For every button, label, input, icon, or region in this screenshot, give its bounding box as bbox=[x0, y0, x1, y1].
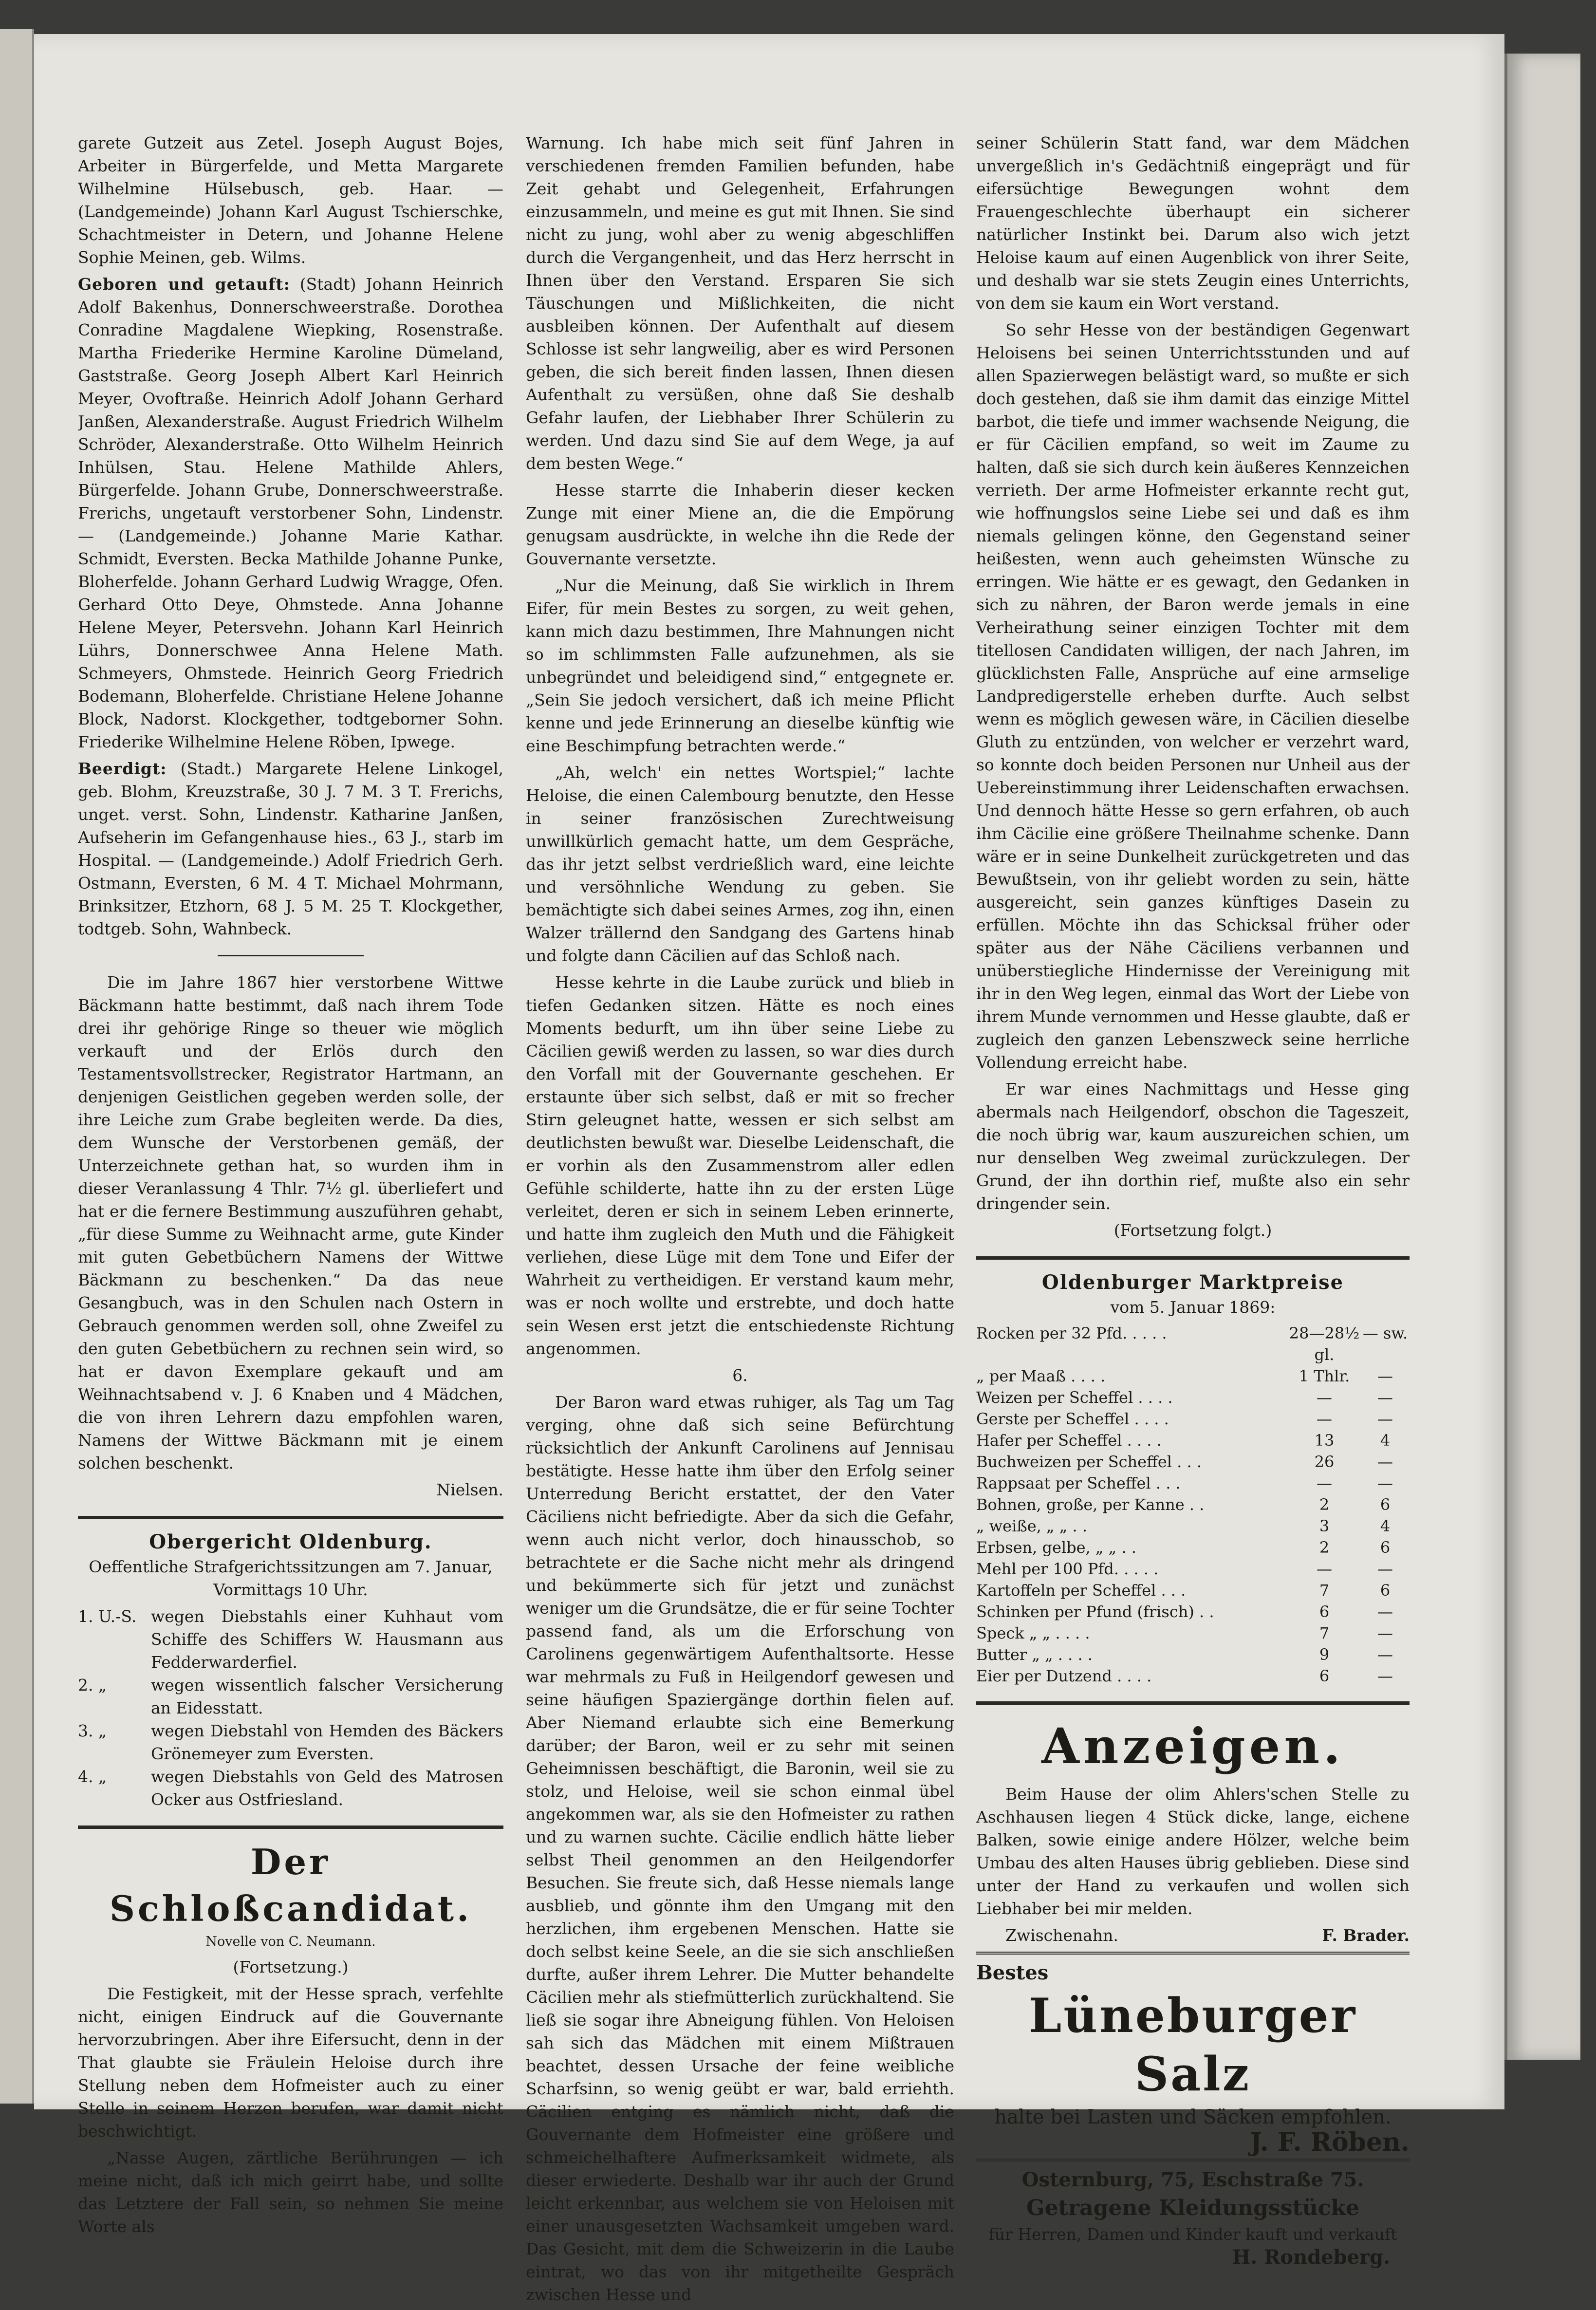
price-item: „ per Maaß . . . . bbox=[976, 1367, 1106, 1385]
advertisements-title: Anzeigen. bbox=[1041, 1717, 1344, 1775]
court-case bbox=[78, 1719, 503, 1765]
novel-paragraph: So sehr Hesse von der beständigen Gegenwart Heloisens bei seinen Unterrichtsstunden und auf allen Spazierwegen belästigt ward, so mußte er sich doch gestehen, daß sie ihm damit das einzige Mittel barbot, die tiefe und immer wachsende Neigung, die er für Cäcilien empfand, so weit im Zaume zu halten, daß sie sich durch kein äußeres Kennzeichen verrieth. Der arme Hofmeister erkannte recht gut, wie hoffnungslos seine Liebe sei und daß es ihm niemals gelingen könne, den Gegenstand seiner heißesten, wenn auch geheimsten Wünsche zu erringen. Wie hätte er es gewagt, den Gedanken in sich zu nähren, der Baron werde jemals in eine Verheirathung seiner einzigen Tochter mit dem titellosen Candidaten willigen, der nach Jahren, im glücklichsten Falle, Ansprüche auf eine armselige Landpredigerstelle erheben durfte. Auch selbst wenn es möglich gewesen wäre, in Cäcilien dieselbe Gluth zu entzünden, von welcher er verzehrt ward, so konnte doch beiden Personen nur Unheil aus der Uebereinstimmung ihrer Leidenschaften erwachsen. Und dennoch hätte Hesse so gern erfahren, ob auch ihm Cäcilie eine größere Theilnahme schenke. Dann wäre er in seine Dunkelheit zurückgetreten und das Bewußtsein, von ihr geliebt worden zu sein, hätte ausgereicht, sein ganzes künftiges Dasein zu erfüllen. Möchte ihn das Schicksal früher oder später aus der Nähe Cäciliens verbannen und unüberstiegliche Hindernisse der Vereinigung mit ihr in den Weg legen, einmal das Wort der Liebe von ihrem Munde vernommen und Hesse glaubte, daß er zugleich den ganzen Lebenszweck seine herrliche Vollendung erreicht habe. bbox=[976, 320, 1410, 1072]
ad-salt-headline: Lüneburger Salz bbox=[1028, 1988, 1357, 2102]
ad-salt-prefix: Bestes bbox=[976, 1961, 1049, 1984]
price-item: Butter „ „ . . . . bbox=[976, 1645, 1093, 1664]
price-value: — bbox=[1377, 1602, 1393, 1621]
price-value: 4 bbox=[1380, 1517, 1391, 1535]
novel-paragraph: seiner Schülerin Statt fand, war dem Mädchen unvergeßlich in's Gedächtniß eingeprägt und für eifersüchtige Bewegungen wohnt dem Frauengeschlechte überhaupt ein sicherer natürlicher Instinkt bei. Darum also wich jetzt Heloise kaum auf einen Augenblick von ihrer Seite, und deshalb war sie stets Zeugin eines Unterrichts, von dem sie kaum ein Wort verstand. bbox=[976, 133, 1410, 313]
novel-paragraph: Der Baron ward etwas ruhiger, als Tag um Tag verging, ohne daß sich seine Befürchtung rücksichtlich der Ankunft Carolinens auf Jennisau bestätigte. Hesse hatte ihm über den Erfolg seiner Unterredung Bericht erstattet, der den Vater Cäciliens nicht befriedigte. Aber da sich die Gefahr, wenn auch nicht verlor, doch hinausschob, so betrachtete er die Sache nicht mehr als dringend und bekümmerte sich für jetzt und zunächst weniger um die Grundsätze, die er für seine Tochter passend fand, als um die Erforschung von Carolinens gegenwärtigem Aufenthaltsorte. Hesse war mehrmals zu Fuß in Heilgendorf gewesen und seine häufigen Spaziergänge dorthin fielen auf. Aber Niemand erlaubte sich eine Bemerkung darüber; der Baron, weil er zu sehr mit seinen Geheimnissen beschäftigt, die Baronin, weil sie zu stolz, und Heloise, weil sie schon einmal übel angekommen war, als sie den Hofmeister zu rathen und zu warnen suchte. Cäcilie endlich hätte lieber selbst Theil genommen an den Heilgendorfer Besuchen. Sie freute sich, daß Hesse niemals lange ausblieb, und gönnte ihm den Umgang mit den herzlichen, ihm ergebenen Menschen. Hatte sie doch selbst keine Seele, an die sie sich anschließen durfte, außer ihrem Lehrer. Die Mutter behandelte Cäcilien mehr als stiefmütterlich zurückhaltend. Sie ließ sie sogar ihre Abneigung fühlen. Von Heloisen sah sich das Mädchen mit einem Mißtrauen beachtet, dessen Ursache der feine weibliche Scharfsinn, so wenig geübt er war, bald erriehth. Cäcilien entging es nämlich nicht, daß die Gouvernante dem Hofmeister eine größere und schmeichelhaftere Aufmerksamkeit widmete, als dieser erwiederte. Deshalb war ihr auch der Grund leicht erkennbar, aus welchem sie von Heloisen mit einer unausgesetzten Wachsamkeit umgeben ward. Das Gesicht, mit dem die Schweizerin in die Laube eintrat, wo das von ihr mitgetheilte Gespräch zwischen Hesse und bbox=[526, 1393, 954, 2304]
price-value: — bbox=[1377, 1367, 1393, 1385]
ad-clothing-signature: H. Rondeberg. bbox=[1232, 2246, 1390, 2269]
market-prices-title: Oldenburger Marktpreise bbox=[1041, 1271, 1344, 1294]
price-value: — bbox=[1377, 1388, 1393, 1407]
case-number: 1. U.-S. bbox=[78, 1607, 137, 1626]
court-case bbox=[78, 1605, 503, 1674]
price-row bbox=[976, 1365, 1410, 1387]
price-row bbox=[976, 1601, 1410, 1622]
price-row bbox=[976, 1408, 1410, 1430]
births-text: (Stadt) Johann Heinrich Adolf Bakenhus, Donnerschweerstraße. Dorothea Conradine Magdalene Wiepking, Rosenstraße. Martha Friederike Hermine Karoline Dümeland, Gaststraße. Georg Joseph Albert Karl Heinrich Meyer, Ovoftraße. Heinrich Adolf Johann Gerhard Janßen, Alexanderstraße. August Friedrich Wilhelm Schröder, Alexanderstraße. Otto Wilhelm Heinrich Inhülsen, Stau. Helene Mathilde Ahlers, Bürgerfelde. Johann Grube, Donnerschweerstraße. Frerichs, ungetauft verstorbener Sohn, Lindenstr. — (Landgemeinde.) Johanne Marie Kathar. Schmidt, Eversten. Becka Mathilde Johanne Punke, Bloherfelde. Johann Gerhard Ludwig Wragge, Ofen. Gerhard Otto Deye, Ohmstede. Anna Johanne Helene Meyer, Petersvehn. Johann Karl Heinrich Lührs, Donnerschwee Anna Helene Math. Schmeyers, Ohmstede. Heinrich Georg Friedrich Bodemann, Bloherfelde. Christiane Helene Johanne Block, Nadorst. Klockgether, todtgeborner Sohn. Friederike Wilhelmine Helene Röben, Ipwege. bbox=[78, 275, 503, 751]
price-row bbox=[976, 1515, 1410, 1537]
novel-paragraph: Warnung. Ich habe mich seit fünf Jahren in verschiedenen fremden Familien befunden, habe Zeit gehabt und Gelegenheit, Erfahrungen einzusammeln, und meine es gut mit Ihnen. Sie sind nicht zu jung, wohl aber zu wenig abgeschliffen durch die Vergangenheit, und das Herz herrscht in Ihnen über den Verstand. Ersparen Sie sich Täuschungen und Mißlichkeiten, die nicht ausbleiben können. Der Aufenthalt auf diesem Schlosse ist sehr langweilig, aber es wird Personen geben, die sich bereit finden lassen, Ihnen diesen Aufenthalt zu versüßen, ohne daß Sie deshalb Gefahr laufen, der Liebhaber Ihrer Schülerin zu werden. Und dazu sind Sie auf dem Wege, ja auf dem besten Wege.“ bbox=[526, 133, 954, 473]
ad-timber-text: Beim Hause der olim Ahlers'schen Stelle zu Aschhausen liegen 4 Stück dicke, lange, eichene Balken, sowie einige andere Hölzer, welche beim Umbau des alten Hauses übrig geblieben. Diese sind unter der Hand zu verkaufen und wollen sich Liebhaber bei mir melden. bbox=[976, 1785, 1410, 1918]
births-heading: Geboren und getauft: bbox=[78, 275, 290, 294]
chapter-number: 6. bbox=[732, 1366, 748, 1385]
price-value: 4 bbox=[1380, 1431, 1391, 1450]
price-row bbox=[976, 1323, 1410, 1365]
case-number: 2. „ bbox=[78, 1676, 107, 1695]
price-item: Buchweizen per Scheffel . . . bbox=[976, 1453, 1202, 1471]
adjacent-page-edge bbox=[0, 29, 34, 2104]
price-value: — bbox=[1317, 1410, 1332, 1428]
burials-section bbox=[78, 757, 503, 940]
price-value: 7 bbox=[1319, 1581, 1330, 1600]
case-text: wegen wissentlich falscher Versicherung an Eidesstatt. bbox=[151, 1676, 503, 1717]
novel-title: Der Schloßcandidat. bbox=[109, 1841, 472, 1929]
novel-paragraph: Hesse starrte die Inhaberin dieser kecken Zunge mit einer Miene an, die die Empörung genugsam ausdrückte, in welche ihn die Rede der Gouvernante versetzte. bbox=[526, 481, 954, 568]
price-value: 2 bbox=[1319, 1495, 1330, 1514]
novel-author: Novelle von C. Neumann. bbox=[205, 1934, 376, 1949]
case-number: 4. „ bbox=[78, 1767, 107, 1786]
burials-text: (Stadt.) Margarete Helene Linkogel, geb. Blohm, Kreuzstraße, 30 J. 7 M. 3 T. Frerichs, unget. verst. Sohn, Lindenstr. Katharine Janßen, Aufseherin im Gefangenhause hies., 63 J., starb im Hospital. — (Landgemeinde.) Adolf Friedrich Gerh. Ostmann, Eversten, 6 M. 4 T. Michael Mohrmann, Brinksitzer, Etzhorn, 68 J. 5 M. 25 T. Klockgether, todtgeb. Sohn, Wahnbeck. bbox=[78, 759, 503, 938]
price-value: — bbox=[1377, 1474, 1393, 1492]
price-row bbox=[976, 1665, 1410, 1687]
price-row bbox=[976, 1622, 1410, 1644]
ad-salt-signature: J. F. Röben. bbox=[1250, 2127, 1410, 2157]
court-case bbox=[78, 1674, 503, 1719]
price-value: 2 bbox=[1319, 1538, 1330, 1557]
baeckmann-notice: Die im Jahre 1867 hier verstorbene Wittwe Bäckmann hatte bestimmt, daß nach ihrem Tode drei ihr gehörige Ringe so theuer wie möglich verkauft und der Erlös durch den Testamentsvollstrecker, Registrator Hartmann, an denjenigen Geistlichen gegeben werden solle, der ihre Leiche zum Grabe begleiten werde. Da dies, dem Wunsche der Verstorbenen gemäß, der Unterzeichnete gethan hat, so wurden ihm in dieser Veranlassung 4 Thlr. 7½ gl. überliefert und hat er die fernere Bestimmung auszuführen gehabt, „für diese Summe zu Weihnacht arme, gute Kinder mit guten Gebetbüchern Namens der Wittwe Bäckmann zu beschenken.“ Da das neue Gesangbuch, was in den Schulen nach Ostern in Gebrauch genommen werden soll, ohne Zweifel zu den guten Gebetbüchern zu rechnen sein wird, so hat er davon Exemplare gekauft und am Weihnachtsabend v. J. 6 Knaben und 4 Mädchen, die von ihren Lehrern dazu empfohlen waren, Namens der Wittwe Bäckmann mit je einem solchen beschenkt. bbox=[78, 973, 503, 1472]
price-value: — bbox=[1317, 1474, 1332, 1492]
ad-timber-place: Zwischenahn. bbox=[1005, 1926, 1118, 1945]
court-case bbox=[78, 1765, 503, 1811]
novel-paragraph: Er war eines Nachmittags und Hesse ging abermals nach Heilgendorf, obschon die Tageszeit, die noch übrig war, kaum auszureichen schien, um nur denselben Weg zweimal zurückzulegen. Der Grund, der ihn dorthin rief, mußte also ein sehr dringender sein. bbox=[976, 1080, 1410, 1213]
ad-salt-text: halte bei Lasten und Säcken empfohlen. bbox=[994, 2106, 1392, 2128]
price-item: Mehl per 100 Pfd. . . . . bbox=[976, 1560, 1159, 1578]
price-row bbox=[976, 1387, 1410, 1408]
burials-heading: Beerdigt: bbox=[78, 759, 167, 778]
divider bbox=[976, 2159, 1410, 2161]
price-item: „ weiße, „ „ . . bbox=[976, 1517, 1087, 1535]
price-value: 6 bbox=[1319, 1667, 1330, 1685]
ad-clothing-headline: Getragene Kleidungsstücke bbox=[1026, 2196, 1359, 2220]
price-item: Weizen per Scheffel . . . . bbox=[976, 1388, 1173, 1407]
price-item: Rappsaat per Scheffel . . . bbox=[976, 1474, 1181, 1492]
price-item: Kartoffeln per Scheffel . . . bbox=[976, 1581, 1186, 1600]
price-value: — bbox=[1317, 1388, 1332, 1407]
price-row bbox=[976, 1451, 1410, 1472]
court-subtitle: Oeffentliche Strafgerichtssitzungen am 7. Januar, Vormittags 10 Uhr. bbox=[89, 1557, 493, 1599]
case-text: wegen Diebstahl von Hemden des Bäckers Grönemeyer zum Eversten. bbox=[151, 1721, 503, 1763]
births-section bbox=[78, 273, 503, 753]
novel-paragraph: „Nur die Meinung, daß Sie wirklich in Ihrem Eifer, für mein Bestes zu sorgen, zu weit gehen, kann mich dazu bestimmen, Ihre Mahnungen nicht so im schlimmsten Falle aufzunehmen, als sie unbegründet und beleidigend sind,“ entgegnete er. „Sein Sie jedoch versichert, daß ich meine Pflicht kenne und jede Erinnerung an dieselbe künftig wie eine Beschimpfung betrachten werde.“ bbox=[526, 576, 954, 755]
price-item: Bohnen, große, per Kanne . . bbox=[976, 1495, 1205, 1514]
to-be-continued: (Fortsetzung folgt.) bbox=[1113, 1221, 1272, 1240]
divider bbox=[78, 1516, 503, 1519]
price-item: Gerste per Scheffel . . . . bbox=[976, 1410, 1169, 1428]
divider bbox=[976, 1952, 1410, 1955]
novel-continuation: (Fortsetzung.) bbox=[233, 1957, 349, 1976]
ad-timber-signature: F. Brader. bbox=[1322, 1926, 1410, 1945]
novel-paragraph: „Nasse Augen, zärtliche Berührungen — ich meine nicht, daß ich mich geirrt habe, und sollte das Letztere der Fall sein, so nehmen Sie meine Worte als bbox=[78, 2148, 503, 2236]
price-value: 1 Thlr. bbox=[1299, 1367, 1350, 1385]
price-value: — bbox=[1377, 1453, 1393, 1471]
price-row bbox=[976, 1430, 1410, 1451]
price-value: 6 bbox=[1319, 1602, 1330, 1621]
price-item: Erbsen, gelbe, „ „ . . bbox=[976, 1538, 1136, 1557]
ad-clothing-address: Osternburg, 75, Eschstraße 75. bbox=[1021, 2168, 1364, 2191]
divider bbox=[218, 955, 364, 956]
divider bbox=[78, 1826, 503, 1829]
price-value: — bbox=[1377, 1624, 1393, 1642]
novel-paragraph: Hesse kehrte in die Laube zurück und blieb in tiefen Gedanken sitzen. Hätte es noch eines Moments bedurft, um ihn über seine Liebe zu Cäcilien gewiß werden zu lassen, so war dies durch den Vorfall mit der Gouvernante geschehen. Er erstaunte über sich selbst, daß er mit so frecher Stirn geleugnet hatte, wessen er sich selbst am deutlichsten bewußt war. Dieselbe Leidenschaft, die er vorhin als den Zusammenstrom aller edlen Gefühle schilderte, hatte ihn zu der ersten Lüge verleitet, deren er sich in seinem Leben erinnerte, und hatte ihm zugleich den Muth und die Fähigkeit verliehen, diese Lüge mit dem Tone und Eifer der Wahrheit zu vertheidigen. Er verstand kaum mehr, was er noch wollte und erstrebte, und doch hatte sein Wesen erst jetzt die entschiedenste Richtung angenommen. bbox=[526, 973, 954, 1358]
price-value: — bbox=[1377, 1667, 1393, 1685]
price-value: — bbox=[1317, 1560, 1332, 1578]
court-title: Obergericht Oldenburg. bbox=[149, 1530, 432, 1553]
price-item: Eier per Dutzend . . . . bbox=[976, 1667, 1152, 1685]
price-value: 7 bbox=[1319, 1624, 1330, 1642]
price-value: 9 bbox=[1319, 1645, 1330, 1664]
price-value: — bbox=[1377, 1560, 1393, 1578]
price-item: Schinken per Pfund (frisch) . . bbox=[976, 1602, 1214, 1621]
column-3 bbox=[976, 131, 1410, 2269]
case-text: wegen Diebstahls von Geld des Matrosen Ocker aus Ostfriesland. bbox=[151, 1767, 503, 1809]
price-row bbox=[976, 1537, 1410, 1558]
baeckmann-signature: Nielsen. bbox=[436, 1480, 503, 1499]
price-value: — bbox=[1377, 1410, 1393, 1428]
column-2 bbox=[526, 131, 954, 2310]
price-value: 26 bbox=[1314, 1453, 1335, 1471]
ad-clothing-text: für Herren, Damen und Kinder kauft und verkauft bbox=[988, 2225, 1397, 2244]
price-value: 6 bbox=[1380, 1581, 1391, 1600]
column-1 bbox=[78, 131, 503, 2242]
price-value: 3 bbox=[1319, 1517, 1330, 1535]
price-value: 28—28½ gl. bbox=[1289, 1324, 1360, 1364]
price-row bbox=[976, 1580, 1410, 1601]
price-item: Hafer per Scheffel . . . . bbox=[976, 1431, 1162, 1450]
novel-paragraph: Die Festigkeit, mit der Hesse sprach, verfehlte nicht, einigen Eindruck auf die Gouvernante hervorzubringen. Aber ihre Eifersucht, denn in der That glaubte sie Fräulein Heloise durch ihre Stellung neben dem Hofmeister auch zu einer Stelle in seinem Herzen berufen, war damit nicht beschwichtigt. bbox=[78, 1984, 503, 2141]
ad-timber-footer bbox=[976, 1924, 1410, 1947]
novel-paragraph: „Ah, welch' ein nettes Wortspiel;“ lachte Heloise, die einen Calembourg benutzte, den Hesse in seiner französischen Zurechtweisung unwillkürlich gemacht hatte, um dem Gespräche, das ihr jetzt selbst verdrießlich ward, eine leichte und versöhnliche Wendung zu geben. Sie bemächtigte sich dabei seines Armes, zog ihn, einen Walzer trällernd den Sandgang des Gartens hinab und folgte dann Cäcilien auf das Schloß nach. bbox=[526, 763, 954, 965]
price-value: — sw. bbox=[1362, 1324, 1408, 1342]
price-row bbox=[976, 1558, 1410, 1580]
case-number: 3. „ bbox=[78, 1721, 107, 1740]
market-prices-table bbox=[976, 1323, 1410, 1687]
case-text: wegen Diebstahls einer Kuhhaut vom Schiffe des Schiffers W. Hausmann aus Fedderwarderfiel. bbox=[151, 1607, 503, 1672]
divider bbox=[976, 1701, 1410, 1705]
price-value: 6 bbox=[1380, 1495, 1391, 1514]
marriage-list-continued: garete Gutzeit aus Zetel. Joseph August Bojes, Arbeiter in Bürgerfelde, und Metta Margarete Wilhelmine Hülsebusch, geb. Haar. — (Landgemeinde) Johann Karl August Tschierschke, Schachtmeister in Detern, und Johanne Helene Sophie Meinen, geb. Wilms. bbox=[78, 133, 503, 267]
price-row bbox=[976, 1494, 1410, 1515]
price-row bbox=[976, 1472, 1410, 1494]
price-row bbox=[976, 1644, 1410, 1665]
price-value: — bbox=[1377, 1645, 1393, 1664]
book-fore-edge bbox=[1504, 54, 1580, 2060]
price-value: 13 bbox=[1314, 1431, 1335, 1450]
price-value: 6 bbox=[1380, 1538, 1391, 1557]
price-item: Rocken per 32 Pfd. . . . . bbox=[976, 1324, 1167, 1342]
divider bbox=[976, 1256, 1410, 1260]
market-prices-date: vom 5. Januar 1869: bbox=[1110, 1298, 1276, 1317]
price-item: Speck „ „ . . . . bbox=[976, 1624, 1090, 1642]
